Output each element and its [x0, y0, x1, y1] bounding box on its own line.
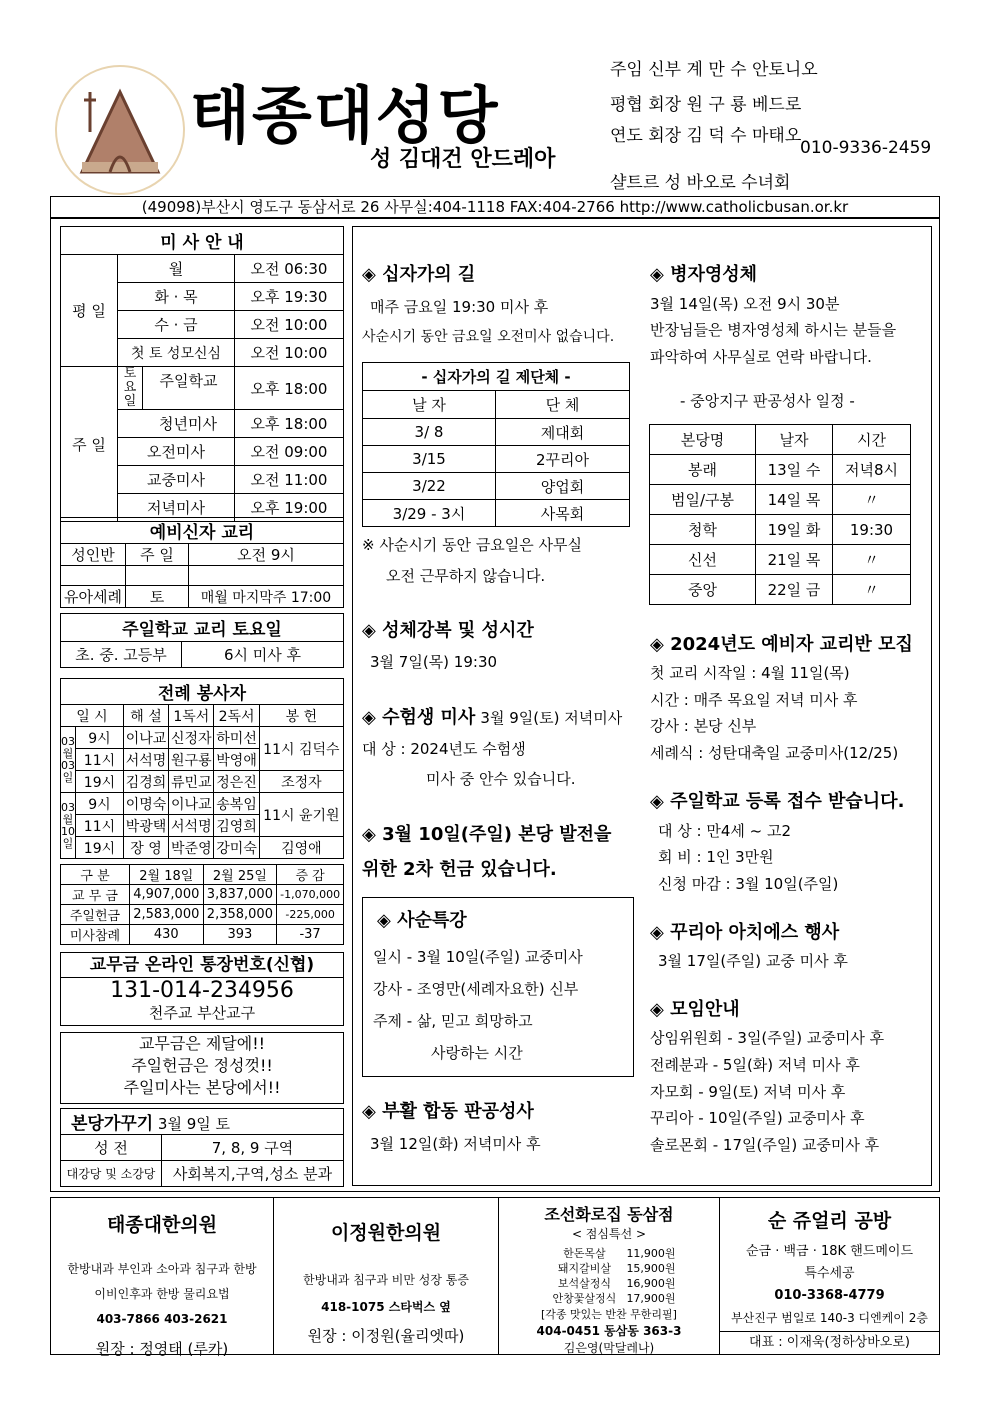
cross-note: ※ 사순시기 동안 금요일은 사무실 — [362, 536, 583, 554]
menu-price: 17,900원 — [626, 1292, 676, 1305]
cross-cell: 2꾸리아 — [496, 446, 630, 473]
account-owner: 천주교 부산교구 — [148, 1004, 256, 1022]
penance-cell: 〃 — [833, 545, 911, 575]
liturgy-cell: 류민교 — [169, 771, 214, 793]
cross-cell: 양업회 — [496, 473, 630, 500]
finance-cell: 430 — [130, 925, 204, 945]
penance-cell: 청학 — [650, 515, 756, 545]
ad-line: 특수세공 — [804, 1266, 855, 1281]
decorate-title: 본당가꾸기 — [71, 1114, 154, 1134]
sunday-school-title: 주일학교 교리 토요일 — [61, 614, 344, 642]
meeting-item: 솔로몬회 - 17일(주일) 교중미사 후 — [650, 1136, 880, 1154]
account-box — [60, 952, 344, 1026]
liturgy-cell: 이명숙 — [123, 793, 168, 815]
church-title: 태종대성당 — [190, 79, 500, 152]
mass-day: 교중미사 — [118, 466, 235, 494]
penance-cell: 중앙 — [650, 575, 756, 605]
ad-phone: 404-0451 동삼동 363-3 — [536, 1324, 682, 1338]
liturgy-cell: 장 영 — [123, 837, 168, 859]
menu-item: 안창꽃살정식 — [552, 1292, 617, 1305]
easter-text: 3월 12일(화) 저녁미사 후 — [370, 1135, 541, 1153]
liturgy-cell: 11시 — [76, 749, 124, 771]
catechism-title: ◈ 2024년도 예비자 교리반 모집 — [650, 630, 913, 656]
sunday-school-time: 6시 미사 후 — [182, 642, 344, 668]
meeting-item: 상임위원회 - 3일(주일) 교중미사 후 — [650, 1029, 885, 1047]
staff-council: 평협 회장 원 구 룡 베드로 — [610, 95, 802, 115]
cat-cell — [189, 566, 344, 586]
lent-title: ◈ 사순특강 — [377, 906, 467, 932]
slogan-line: 주일헌금은 정성껏!! — [131, 1056, 273, 1075]
liturgy-cell: 원구룡 — [169, 749, 214, 771]
liturgy-title: 전례 봉사자 — [61, 679, 344, 705]
penance-cell: 19일 화 — [756, 515, 833, 545]
cross-header: 날 자 — [363, 391, 496, 419]
menu-price: 16,900원 — [626, 1277, 676, 1290]
liturgy-cell: 정은진 — [214, 771, 259, 793]
donation-line: ◈ 3월 10일(주일) 본당 발전을 — [362, 820, 611, 846]
meeting-title: ◈ 모임안내 — [650, 995, 740, 1021]
liturgy-cell: 김경희 — [123, 771, 168, 793]
ad-footer: 김은영(막달레나) — [563, 1341, 655, 1355]
mass-day: 오전미사 — [118, 438, 235, 466]
finance-table — [60, 864, 344, 945]
penance-cell: 신선 — [650, 545, 756, 575]
lent-line: 일시 - 3월 10일(주일) 교중미사 — [373, 948, 583, 966]
liturgy-cell: 송복임 — [214, 793, 259, 815]
liturgy-header: 1독서 — [169, 705, 214, 727]
ad-line: 순금 · 백금 · 18K 핸드메이드 — [745, 1244, 913, 1259]
cross-table-title: - 십자가의 길 제단체 - — [363, 363, 630, 391]
lent-line: 주제 - 삶, 믿고 희망하고 — [373, 1012, 533, 1030]
liturgy-offer: 11시 윤기원 — [259, 793, 343, 837]
cross-cell: 3/ 8 — [363, 419, 496, 446]
finance-cell: 4,907,000 — [130, 885, 204, 905]
ad-jewelry — [720, 1198, 939, 1354]
penance-cell: 저녁8시 — [833, 455, 911, 485]
finance-header: 2월 25일 — [203, 865, 277, 885]
patron-saint: 성 김대건 안드레아 — [370, 147, 556, 172]
finance-cell: 2,583,000 — [130, 905, 204, 925]
weekday-label: 평 일 — [61, 255, 118, 367]
cross-line: 매주 금요일 19:30 미사 후 — [370, 298, 549, 316]
liturgy-offer: 11시 김덕수 — [259, 727, 343, 771]
finance-cell: -225,000 — [277, 905, 344, 925]
menu-item: 보석살정식 — [557, 1277, 611, 1290]
ad-restaurant — [499, 1198, 720, 1354]
mass-time: 오후 18:00 — [235, 410, 344, 438]
liturgy-header: 봉 헌 — [259, 705, 343, 727]
liturgy-cell: 19시 — [76, 837, 124, 859]
catechumen-table — [60, 517, 344, 608]
liturgy-cell: 박준영 — [169, 837, 214, 859]
mass-schedule — [60, 226, 344, 522]
liturgy-header: 일 시 — [61, 705, 124, 727]
cross-cell: 3/29 - 3시 — [363, 500, 496, 527]
penance-title: - 중앙지구 판공성사 일정 - — [680, 392, 855, 410]
decorate-cell: 성 전 — [61, 1135, 162, 1161]
liturgy-cell: 박광택 — [123, 815, 168, 837]
mass-time: 오전 10:00 — [235, 311, 344, 339]
ad-clinic-2 — [274, 1198, 499, 1354]
ad-footer: 대표 : 이재욱(정하상바오로) — [720, 1331, 939, 1354]
penance-cell: 〃 — [833, 485, 911, 515]
cat-cell: 성인반 — [61, 544, 126, 566]
liturgy-date: 03월10일 — [61, 793, 76, 859]
menu-price: 15,900원 — [626, 1262, 676, 1275]
meeting-item: 자모회 - 9일(토) 저녁 미사 후 — [650, 1083, 846, 1101]
school-line: 신청 마감 : 3월 10일(주일) — [658, 875, 839, 893]
ad-footer: 원장 : 정영태 (루카) — [95, 1340, 229, 1358]
liturgy-cell: 하미선 — [214, 727, 259, 749]
liturgy-cell: 신정자 — [169, 727, 214, 749]
mass-day: 첫 토 성모신심 — [118, 339, 235, 367]
finance-cell: 주일헌금 — [61, 905, 130, 925]
catechism-line: 세례식 : 성탄대축일 교중미사(12/25) — [650, 744, 899, 762]
lent-line: 사랑하는 시간 — [431, 1044, 523, 1062]
finance-cell: -37 — [277, 925, 344, 945]
mass-day: 청년미사 — [118, 410, 235, 438]
ad-name: 이정원한의원 — [330, 1222, 442, 1244]
finance-header: 증 감 — [277, 865, 344, 885]
mass-time: 오전 06:30 — [235, 255, 344, 283]
decorate-date: 3월 9일 토 — [157, 1115, 230, 1133]
saturday-label: 토요일 — [118, 367, 143, 409]
liturgy-header: 2독서 — [214, 705, 259, 727]
exam-line: 대 상 : 2024년도 수험생 — [362, 740, 526, 758]
penance-header: 시간 — [833, 425, 911, 455]
menu-price: 11,900원 — [626, 1247, 676, 1260]
slogan-box — [60, 1032, 344, 1104]
penance-cell: 범일/구봉 — [650, 485, 756, 515]
cross-line: 사순시기 동안 금요일 오전미사 없습니다. — [362, 329, 615, 345]
liturgy-cell: 9시 — [76, 793, 124, 815]
exam-date: 3월 9일(토) 저녁미사 — [480, 709, 623, 727]
ad-note: [각종 맛있는 반찬 무한리필] — [541, 1308, 677, 1321]
liturgy-cell: 강미숙 — [214, 837, 259, 859]
ad-clinic-1 — [51, 1198, 274, 1358]
slogan-line: 교무금은 제달에!! — [138, 1034, 266, 1053]
mass-day: 월 — [118, 255, 235, 283]
mass-day: 주일학교 — [159, 372, 218, 390]
meeting-item: 전례분과 - 5일(화) 저녁 미사 후 — [650, 1056, 860, 1074]
liturgy-header: 해 설 — [123, 705, 168, 727]
finance-cell: -1,070,000 — [277, 885, 344, 905]
ad-sub: < 점심특선 > — [571, 1227, 647, 1241]
cat-cell: 토 — [126, 586, 189, 608]
liturgy-cell: 11시 — [76, 815, 124, 837]
penance-header: 날자 — [756, 425, 833, 455]
cat-cell — [61, 566, 126, 586]
ads-frame — [50, 1197, 940, 1358]
liturgy-offer: 조정자 — [259, 771, 343, 793]
cross-cell: 3/22 — [363, 473, 496, 500]
cat-cell: 주 일 — [126, 544, 189, 566]
liturgy-table — [60, 678, 344, 859]
sick-title: ◈ 병자영성체 — [650, 260, 757, 286]
ad-line: 부산진구 범일로 140-3 디엔케이 2층 — [731, 1311, 928, 1325]
catechism-line: 시간 : 매주 목요일 저녁 미사 후 — [650, 691, 858, 709]
staff-memorial: 연도 회장 김 덕 수 마태오 — [610, 126, 802, 146]
cross-cell: 사목회 — [496, 500, 630, 527]
cross-table — [362, 362, 630, 527]
liturgy-cell: 이나교 — [123, 727, 168, 749]
finance-header: 2월 18일 — [130, 865, 204, 885]
liturgy-cell: 이나교 — [169, 793, 214, 815]
finance-cell: 3,837,000 — [203, 885, 277, 905]
liturgy-cell: 김영희 — [214, 815, 259, 837]
decorate-cell: 7, 8, 9 구역 — [162, 1135, 344, 1161]
finance-cell: 2,358,000 — [203, 905, 277, 925]
cat-cell: 오전 9시 — [189, 544, 344, 566]
decorate-cell: 대강당 및 소강당 — [61, 1161, 162, 1187]
mass-day: 저녁미사 — [118, 494, 235, 522]
ad-footer: 원장 : 이정원(율리엣따) — [307, 1327, 465, 1345]
penance-cell: 〃 — [833, 575, 911, 605]
exam-title: ◈ 수험생 미사 — [362, 707, 475, 728]
school-title: ◈ 주일학교 등록 접수 받습니다. — [650, 787, 904, 813]
sunday-school-table — [60, 613, 344, 668]
staff-pastor: 주임 신부 계 만 수 안토니오 — [610, 60, 818, 80]
liturgy-cell: 박영애 — [214, 749, 259, 771]
acies-text: 3월 17일(주일) 교중 미사 후 — [658, 952, 848, 970]
ad-line: 한방내과 부인과 소아과 침구과 한방 — [67, 1262, 257, 1276]
cross-header: 단 체 — [496, 391, 630, 419]
mass-day: 화 · 목 — [118, 283, 235, 311]
lent-line: 강사 - 조영만(세례자요한) 신부 — [373, 980, 579, 998]
finance-header: 구 분 — [61, 865, 130, 885]
penance-cell: 21일 목 — [756, 545, 833, 575]
penance-cell: 22일 금 — [756, 575, 833, 605]
account-number[interactable]: 131-014-234956 — [110, 978, 294, 1003]
ad-line: 한방내과 침구과 비만 성장 통증 — [303, 1273, 469, 1287]
catechism-line: 첫 교리 시작일 : 4월 11일(목) — [650, 664, 850, 682]
liturgy-cell: 19시 — [76, 771, 124, 793]
account-title: 교무금 온라인 통장번호(신협) — [61, 953, 343, 978]
slogan-line: 주일미사는 본당에서!! — [123, 1078, 281, 1097]
sick-line: 반장님들은 병자영성체 하시는 분들을 — [650, 321, 897, 339]
sick-line: 파악하여 사무실로 연락 바랍니다. — [650, 348, 872, 366]
mass-title: 미 사 안 내 — [61, 227, 344, 255]
mass-time: 오전 10:00 — [235, 339, 344, 367]
penance-cell: 19:30 — [833, 515, 911, 545]
mass-day: 수 · 금 — [118, 311, 235, 339]
mass-time: 오후 19:30 — [235, 283, 344, 311]
liturgy-cell: 서석명 — [123, 749, 168, 771]
mass-time: 오전 09:00 — [235, 438, 344, 466]
cat-cell: 유아세례 — [61, 586, 126, 608]
catechism-line: 강사 : 본당 신부 — [650, 717, 757, 735]
staff-phone: 010-9336-2459 — [800, 138, 932, 158]
exam-line: 미사 중 안수 있습니다. — [426, 770, 576, 788]
school-line: 회 비 : 1인 3만원 — [658, 848, 774, 866]
mass-time: 오후 19:00 — [235, 494, 344, 522]
penance-header: 본당명 — [650, 425, 756, 455]
cross-cell: 제대회 — [496, 419, 630, 446]
penance-cell: 14일 목 — [756, 485, 833, 515]
finance-cell: 교 무 금 — [61, 885, 130, 905]
penance-table — [649, 424, 911, 605]
decorate-table — [60, 1108, 344, 1187]
cat-cell: 매월 마지막주 17:00 — [189, 586, 344, 608]
confession-text: 3월 7일(목) 19:30 — [370, 653, 498, 671]
school-line: 대 상 : 만4세 ~ 고2 — [658, 822, 791, 840]
catechumen-title: 예비신자 교리 — [61, 518, 344, 544]
easter-title: ◈ 부활 합동 판공성사 — [362, 1097, 534, 1123]
ad-phone: 010-3368-4779 — [774, 1288, 885, 1303]
meeting-item: 꾸리아 - 10일(주일) 교중미사 후 — [650, 1109, 865, 1127]
acies-title: ◈ 꾸리아 아치에스 행사 — [650, 918, 839, 944]
lent-lecture-box — [362, 897, 634, 1077]
confession-title: ◈ 성체강복 및 성시간 — [362, 616, 534, 642]
cat-cell — [126, 566, 189, 586]
staff-sisters: 샬트르 성 바오로 수녀회 — [610, 173, 791, 193]
liturgy-date: 03월03일 — [61, 727, 76, 793]
sick-line: 3월 14일(목) 오전 9시 30분 — [650, 295, 840, 313]
menu-item: 한돈목살 — [563, 1247, 606, 1260]
liturgy-cell: 9시 — [76, 727, 124, 749]
ad-line: 418-1075 스타벅스 옆 — [321, 1300, 451, 1314]
sunday-school-label: 초. 중. 고등부 — [61, 642, 182, 668]
mass-time: 오후 18:00 — [235, 367, 344, 410]
cross-title: ◈ 십자가의 길 — [362, 260, 475, 286]
menu-item: 돼지갈비살 — [557, 1262, 611, 1275]
church-logo — [52, 62, 188, 198]
ad-name: 순 쥬얼리 공방 — [767, 1210, 892, 1232]
ad-phone: 403-7866 403-2621 — [96, 1312, 228, 1326]
cross-cell: 3/15 — [363, 446, 496, 473]
finance-cell: 미사참례 — [61, 925, 130, 945]
finance-cell: 393 — [203, 925, 277, 945]
sunday-label: 주 일 — [61, 367, 118, 522]
penance-cell: 13일 수 — [756, 455, 833, 485]
ad-name: 태종대한의원 — [106, 1214, 218, 1236]
liturgy-offer: 김영애 — [259, 837, 343, 859]
mass-time: 오전 11:00 — [235, 466, 344, 494]
penance-cell: 봉래 — [650, 455, 756, 485]
ad-line: 이비인후과 한방 물리요법 — [94, 1287, 230, 1301]
decorate-cell: 사회복지,구역,성소 분과 — [162, 1161, 344, 1187]
liturgy-cell: 서석명 — [169, 815, 214, 837]
cross-note: 오전 근무하지 않습니다. — [386, 567, 546, 585]
address-bar: (49098)부산시 영도구 동삼서로 26 사무실:404-1118 FAX:404-2766 http://www.catholicbusan.or.kr — [50, 196, 940, 218]
donation-line: 위한 2차 헌금 있습니다. — [362, 859, 557, 880]
ad-name: 조선화로집 동삼점 — [544, 1205, 674, 1224]
